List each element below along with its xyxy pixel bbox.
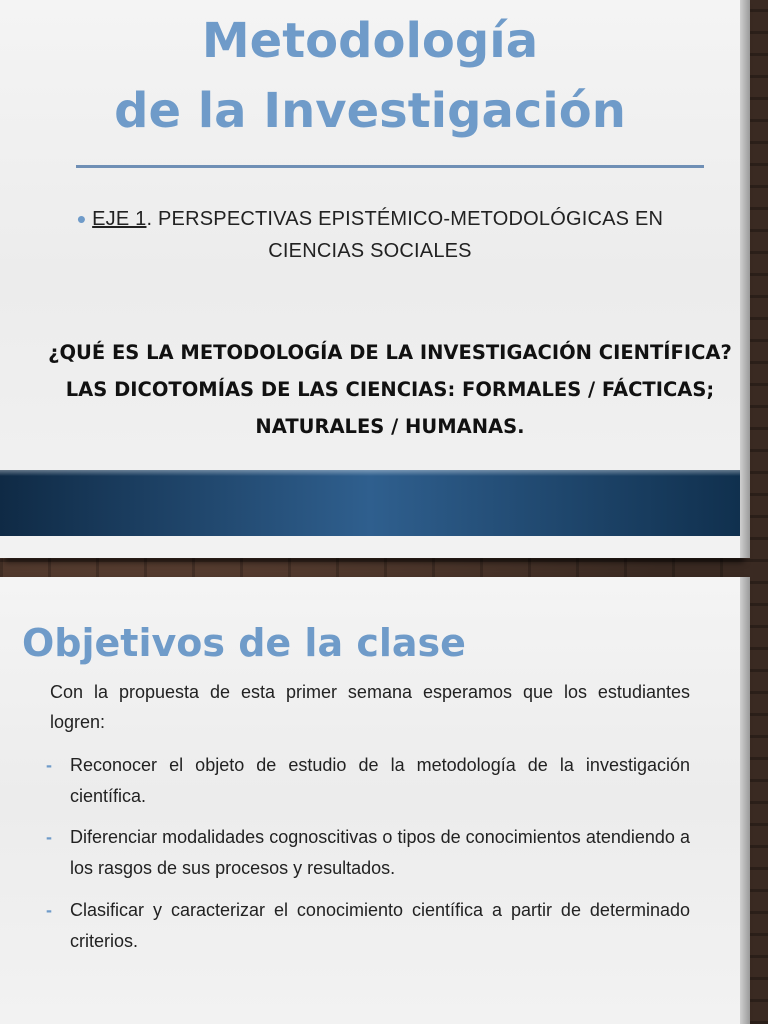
bullet-dot-icon: • bbox=[76, 204, 87, 234]
list-item bbox=[46, 895, 690, 957]
list-item-text: Reconocer el objeto de estudio de la metodología de la investigación científica. bbox=[70, 755, 690, 806]
list-item-text: Clasificar y caracterizar el conocimiento científica a partir de determinado criterios. bbox=[70, 900, 690, 951]
title-line-2: de la Investigación bbox=[114, 83, 626, 139]
title-divider bbox=[76, 165, 704, 168]
eje-label: EJE 1 bbox=[92, 208, 147, 230]
footer-band bbox=[0, 470, 740, 536]
slide-objectives bbox=[0, 577, 740, 1024]
eje-text-line-2: CIENCIAS SOCIALES bbox=[268, 240, 472, 262]
objectives-intro: Con la propuesta de esta primer semana esperamos que los estudiantes logren: bbox=[50, 682, 690, 732]
question-line-3: NATURALES / HUMANAS. bbox=[255, 415, 525, 438]
dash-bullet-icon: - bbox=[46, 827, 52, 847]
list-item-text: Diferenciar modalidades cognoscitivas o tipos de conocimientos atendiendo a los rasgos de sus procesos y resultados. bbox=[70, 827, 690, 878]
list-item bbox=[46, 822, 690, 884]
dash-bullet-icon: - bbox=[46, 755, 52, 775]
eje-heading bbox=[0, 204, 740, 235]
list-item bbox=[46, 750, 690, 812]
eje-text-line-1: . PERSPECTIVAS EPISTÉMICO-METODOLÓGICAS EN bbox=[146, 208, 664, 230]
title-line-1: Metodología bbox=[201, 13, 539, 69]
objectives-title: Objetivos de la clase bbox=[22, 621, 466, 665]
question-line-2: LAS DICOTOMÍAS DE LAS CIENCIAS: FORMALES / FÁCTICAS; bbox=[65, 378, 715, 401]
question-line-1: ¿QUÉ ES LA METODOLOGÍA DE LA INVESTIGACIÓN CIENTÍFICA? bbox=[48, 341, 732, 364]
dash-bullet-icon: - bbox=[46, 900, 52, 920]
